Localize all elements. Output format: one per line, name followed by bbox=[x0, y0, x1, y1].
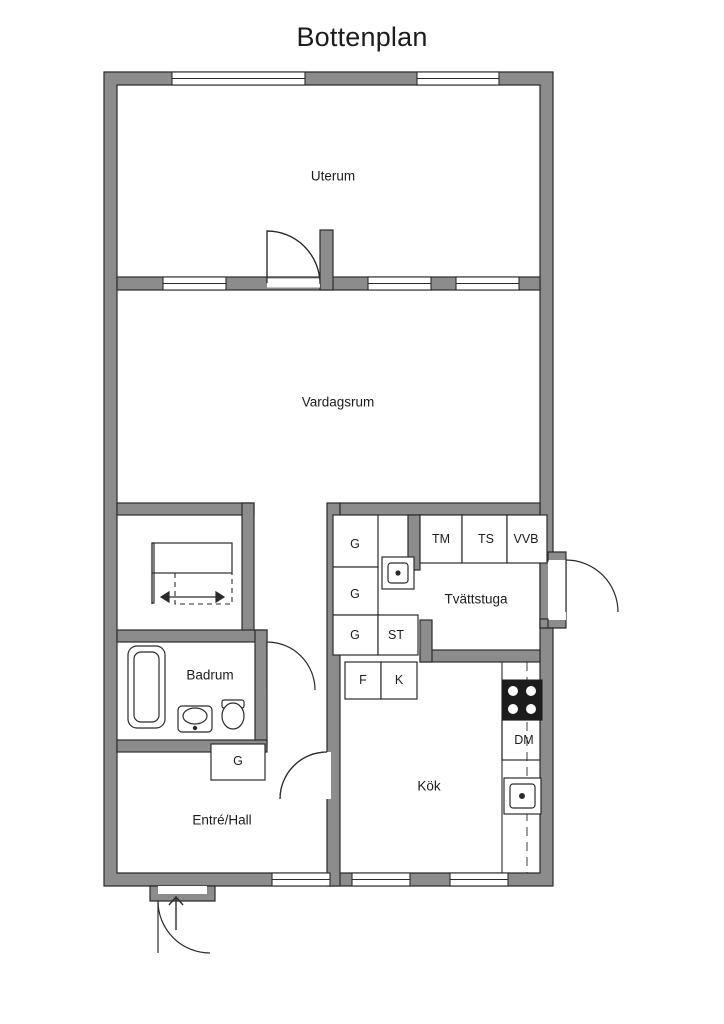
page-title: Bottenplan bbox=[296, 22, 428, 52]
appliance-label-closet-g-hall: G bbox=[233, 754, 243, 768]
room-label-badrum: Badrum bbox=[186, 667, 234, 683]
room-label-uterum: Uterum bbox=[310, 168, 356, 184]
appliance-label-storage-st: ST bbox=[388, 628, 404, 642]
appliance-label-dishwasher-dm: DM bbox=[514, 733, 534, 747]
entrance-arrow-icon bbox=[169, 897, 183, 930]
appliance-label-closet-g-2: G bbox=[350, 587, 360, 601]
appliance-label-closet-g-3: G bbox=[350, 628, 360, 642]
appliance-label-tumble-dryer: TS bbox=[478, 532, 494, 546]
room-label-vardagsrum: Vardagsrum bbox=[301, 394, 375, 410]
kitchen-sink bbox=[504, 778, 541, 814]
appliance-label-washing-machine: TM bbox=[431, 532, 451, 546]
stairs bbox=[152, 543, 232, 604]
appliance-label-water-heater: VVB bbox=[513, 532, 539, 546]
room-label-tvattstuga: Tvättstuga bbox=[444, 591, 508, 607]
room-label-kok: Kök bbox=[417, 778, 441, 794]
appliance-label-closet-g-1: G bbox=[350, 537, 360, 551]
laundry-sink bbox=[382, 557, 414, 589]
appliance-label-freezer-f: F bbox=[359, 673, 367, 687]
appliance-label-fridge-k: K bbox=[394, 673, 404, 687]
room-label-entre-hall: Entré/Hall bbox=[192, 812, 252, 828]
bathroom-fixtures bbox=[128, 646, 244, 732]
stove bbox=[502, 680, 542, 720]
